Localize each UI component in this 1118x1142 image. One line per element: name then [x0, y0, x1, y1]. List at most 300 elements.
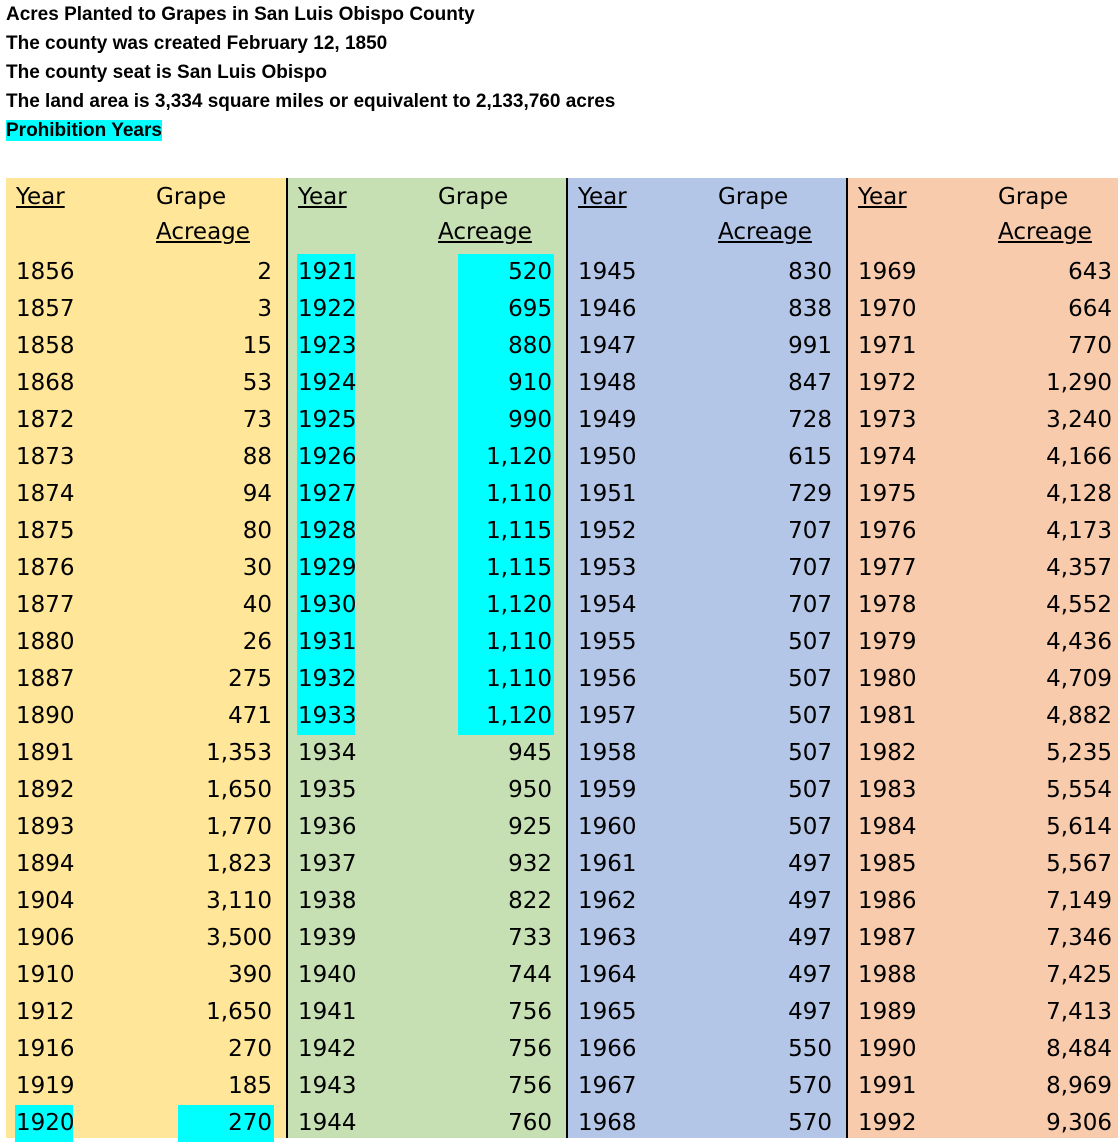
- year-cell: [6, 809, 146, 846]
- acreage-value: 390: [228, 962, 272, 988]
- year-cell: [848, 1105, 988, 1142]
- year-column-header: [6, 178, 146, 254]
- acreage-value: 7,149: [1046, 888, 1112, 914]
- acreage-value: 73: [242, 407, 272, 433]
- year-cell: [568, 920, 708, 957]
- acreage-header-line2: Acreage: [438, 219, 532, 245]
- year-cell: [848, 439, 988, 476]
- year-value: 1856: [16, 259, 75, 285]
- acreage-cell: [146, 439, 286, 476]
- acreage-value: 756: [508, 999, 552, 1025]
- year-value: 1969: [858, 259, 917, 285]
- year-cell: [288, 365, 428, 402]
- table-row: [288, 402, 566, 439]
- year-cell: [288, 809, 428, 846]
- acreage-value: 26: [242, 629, 272, 655]
- acreage-value: 822: [508, 888, 552, 914]
- year-value: 1959: [578, 777, 637, 803]
- acreage-cell: [708, 439, 846, 476]
- acreage-value: 1,115: [458, 513, 554, 550]
- acreage-header-line2: Acreage: [156, 219, 250, 245]
- acreage-value: 507: [788, 703, 832, 729]
- year-cell: [288, 439, 428, 476]
- county-created-line: The county was created February 12, 1850: [6, 33, 388, 54]
- table-row: [288, 513, 566, 550]
- table-row: [6, 735, 286, 772]
- year-value: 1953: [578, 555, 637, 581]
- acreage-column-header: [146, 178, 286, 254]
- acreage-cell: [708, 772, 846, 809]
- table-row: [568, 291, 846, 328]
- acreage-value: 4,173: [1046, 518, 1112, 544]
- table-row: [568, 735, 846, 772]
- acreage-value: 664: [1068, 296, 1112, 322]
- acreage-cell: [146, 291, 286, 328]
- acreage-cell: [428, 1031, 566, 1068]
- acreage-value: 8,484: [1046, 1036, 1112, 1062]
- table-row: [568, 439, 846, 476]
- acreage-cell: [708, 328, 846, 365]
- year-cell: [848, 513, 988, 550]
- acreage-value: 1,120: [458, 587, 554, 624]
- acreage-value: 615: [788, 444, 832, 470]
- acreage-value: 1,650: [206, 999, 272, 1025]
- acreage-value: 8,969: [1046, 1073, 1112, 1099]
- year-cell: [848, 1031, 988, 1068]
- year-cell: [6, 957, 146, 994]
- year-value: 1929: [297, 550, 355, 587]
- acreage-value: 1,120: [458, 698, 554, 735]
- table-row: [288, 1105, 566, 1142]
- acreage-cell: [146, 661, 286, 698]
- table-row: [568, 698, 846, 735]
- year-value: 1992: [858, 1110, 917, 1136]
- acreage-cell: [708, 291, 846, 328]
- year-cell: [6, 365, 146, 402]
- year-value: 1930: [297, 587, 355, 624]
- acreage-value: 1,650: [206, 777, 272, 803]
- year-value: 1938: [298, 888, 357, 914]
- acreage-cell: [708, 624, 846, 661]
- table-row: [288, 550, 566, 587]
- acreage-value: 1,110: [458, 624, 554, 661]
- acreage-value: 695: [458, 291, 554, 328]
- table-row: [848, 735, 1118, 772]
- acreage-value: 497: [788, 999, 832, 1025]
- table-row: [568, 513, 846, 550]
- acreage-cell: [988, 402, 1118, 439]
- acreage-cell: [708, 883, 846, 920]
- year-value: 1942: [298, 1036, 357, 1062]
- year-cell: [568, 402, 708, 439]
- year-cell: [568, 587, 708, 624]
- acreage-cell: [708, 365, 846, 402]
- year-header-label: Year: [578, 184, 627, 210]
- year-value: 1948: [578, 370, 637, 396]
- prohibition-legend-label: Prohibition Years: [6, 120, 162, 141]
- year-header-label: Year: [858, 184, 907, 210]
- acreage-value: 7,425: [1046, 962, 1112, 988]
- acreage-value: 275: [228, 666, 272, 692]
- year-cell: [848, 1068, 988, 1105]
- year-cell: [6, 883, 146, 920]
- table-row: [568, 661, 846, 698]
- table-row: [568, 809, 846, 846]
- acreage-cell: [428, 772, 566, 809]
- table-row: [848, 846, 1118, 883]
- table-row: [288, 328, 566, 365]
- acreage-cell: [146, 1031, 286, 1068]
- acreage-cell: [428, 957, 566, 994]
- year-value: 1968: [578, 1110, 637, 1136]
- table-row: [288, 254, 566, 291]
- acreage-cell: [988, 365, 1118, 402]
- acreage-table: [6, 178, 1118, 1138]
- table-row: [6, 328, 286, 365]
- acreage-cell: [428, 1068, 566, 1105]
- year-cell: [848, 402, 988, 439]
- year-cell: [288, 328, 428, 365]
- table-row: [6, 550, 286, 587]
- year-value: 1928: [297, 513, 355, 550]
- year-cell: [848, 550, 988, 587]
- year-column-header: [848, 178, 988, 254]
- acreage-cell: [146, 1105, 286, 1142]
- year-value: 1984: [858, 814, 917, 840]
- year-cell: [848, 365, 988, 402]
- year-value: 1926: [297, 439, 355, 476]
- table-row: [6, 365, 286, 402]
- table-row: [568, 1068, 846, 1105]
- year-value: 1970: [858, 296, 917, 322]
- acreage-header-line1: Grape: [718, 184, 789, 210]
- acreage-value: 4,166: [1046, 444, 1112, 470]
- year-cell: [568, 846, 708, 883]
- year-cell: [6, 254, 146, 291]
- acreage-value: 1,290: [1046, 370, 1112, 396]
- acreage-cell: [988, 698, 1118, 735]
- acreage-cell: [146, 883, 286, 920]
- year-cell: [6, 1031, 146, 1068]
- year-cell: [288, 402, 428, 439]
- table-row: [288, 698, 566, 735]
- year-cell: [568, 513, 708, 550]
- acreage-value: 80: [242, 518, 272, 544]
- year-value: 1904: [16, 888, 75, 914]
- year-cell: [848, 846, 988, 883]
- table-row: [848, 1105, 1118, 1142]
- acreage-cell: [146, 735, 286, 772]
- acreage-value: 30: [242, 555, 272, 581]
- table-row: [288, 291, 566, 328]
- acreage-cell: [708, 846, 846, 883]
- acreage-cell: [146, 254, 286, 291]
- year-value: 1876: [16, 555, 75, 581]
- table-row: [568, 1031, 846, 1068]
- acreage-value: 5,554: [1046, 777, 1112, 803]
- acreage-column-header: [988, 178, 1118, 254]
- land-area-line: The land area is 3,334 square miles or equivalent to 2,133,760 acres: [6, 91, 616, 112]
- year-value: 1923: [297, 328, 355, 365]
- acreage-value: 830: [788, 259, 832, 285]
- table-row: [288, 846, 566, 883]
- acreage-value: 990: [458, 402, 554, 439]
- table-row: [6, 1105, 286, 1142]
- acreage-value: 471: [228, 703, 272, 729]
- year-cell: [288, 550, 428, 587]
- acreage-value: 15: [242, 333, 272, 359]
- acreage-value: 1,115: [458, 550, 554, 587]
- acreage-cell: [146, 1068, 286, 1105]
- year-cell: [568, 735, 708, 772]
- year-cell: [288, 994, 428, 1031]
- year-cell: [6, 1105, 146, 1142]
- year-value: 1991: [858, 1073, 917, 1099]
- year-cell: [288, 957, 428, 994]
- table-row: [848, 1068, 1118, 1105]
- acreage-cell: [428, 994, 566, 1031]
- year-value: 1872: [16, 407, 75, 433]
- year-value: 1965: [578, 999, 637, 1025]
- table-row: [848, 439, 1118, 476]
- year-value: 1937: [298, 851, 357, 877]
- year-value: 1925: [297, 402, 355, 439]
- year-cell: [568, 328, 708, 365]
- acreage-value: 570: [788, 1110, 832, 1136]
- acreage-value: 570: [788, 1073, 832, 1099]
- acreage-value: 4,552: [1046, 592, 1112, 618]
- acreage-cell: [428, 291, 566, 328]
- table-row: [848, 698, 1118, 735]
- acreage-value: 838: [788, 296, 832, 322]
- table-row: [848, 920, 1118, 957]
- year-cell: [288, 661, 428, 698]
- acreage-value: 3,240: [1046, 407, 1112, 433]
- year-value: 1934: [298, 740, 357, 766]
- year-value: 1920: [15, 1105, 73, 1142]
- acreage-cell: [708, 1105, 846, 1142]
- year-cell: [6, 624, 146, 661]
- acreage-value: 5,614: [1046, 814, 1112, 840]
- year-cell: [288, 772, 428, 809]
- acreage-cell: [708, 1031, 846, 1068]
- table-row: [568, 476, 846, 513]
- year-value: 1978: [858, 592, 917, 618]
- year-value: 1960: [578, 814, 637, 840]
- year-value: 1932: [297, 661, 355, 698]
- table-row: [568, 402, 846, 439]
- acreage-cell: [146, 809, 286, 846]
- document-title: Acres Planted to Grapes in San Luis Obispo County: [6, 4, 475, 25]
- acreage-cell: [988, 513, 1118, 550]
- acreage-value: 497: [788, 851, 832, 877]
- table-row: [288, 1068, 566, 1105]
- year-value: 1891: [16, 740, 75, 766]
- year-value: 1988: [858, 962, 917, 988]
- year-value: 1956: [578, 666, 637, 692]
- acreage-cell: [708, 1068, 846, 1105]
- year-cell: [568, 550, 708, 587]
- year-value: 1873: [16, 444, 75, 470]
- year-cell: [288, 1031, 428, 1068]
- acreage-column-header: [708, 178, 846, 254]
- year-cell: [6, 698, 146, 735]
- year-cell: [288, 735, 428, 772]
- year-value: 1977: [858, 555, 917, 581]
- year-value: 1875: [16, 518, 75, 544]
- table-row: [568, 587, 846, 624]
- year-value: 1975: [858, 481, 917, 507]
- table-row: [288, 624, 566, 661]
- acreage-cell: [988, 328, 1118, 365]
- acreage-value: 88: [242, 444, 272, 470]
- acreage-cell: [708, 920, 846, 957]
- year-value: 1954: [578, 592, 637, 618]
- acreage-cell: [708, 661, 846, 698]
- table-row: [568, 883, 846, 920]
- year-value: 1950: [578, 444, 637, 470]
- acreage-value: 497: [788, 962, 832, 988]
- year-value: 1890: [16, 703, 75, 729]
- acreage-cell: [146, 587, 286, 624]
- acreage-cell: [146, 698, 286, 735]
- table-row: [6, 846, 286, 883]
- table-row: [568, 957, 846, 994]
- acreage-value: 2: [257, 259, 272, 285]
- acreage-value: 643: [1068, 259, 1112, 285]
- acreage-value: 507: [788, 666, 832, 692]
- year-value: 1973: [858, 407, 917, 433]
- table-row: [6, 920, 286, 957]
- acreage-value: 53: [242, 370, 272, 396]
- acreage-cell: [146, 328, 286, 365]
- table-row: [288, 735, 566, 772]
- year-value: 1951: [578, 481, 637, 507]
- year-value: 1946: [578, 296, 637, 322]
- acreage-value: 880: [458, 328, 554, 365]
- table-row: [6, 698, 286, 735]
- year-cell: [568, 439, 708, 476]
- acreage-cell: [988, 846, 1118, 883]
- table-row: [288, 587, 566, 624]
- year-value: 1931: [297, 624, 355, 661]
- table-row: [288, 883, 566, 920]
- year-value: 1944: [298, 1110, 357, 1136]
- year-cell: [568, 698, 708, 735]
- year-cell: [6, 772, 146, 809]
- year-cell: [6, 735, 146, 772]
- acreage-value: 3: [257, 296, 272, 322]
- acreage-cell: [428, 735, 566, 772]
- acreage-value: 270: [228, 1036, 272, 1062]
- acreage-cell: [146, 846, 286, 883]
- table-row: [848, 994, 1118, 1031]
- year-cell: [6, 402, 146, 439]
- table-row: [6, 624, 286, 661]
- acreage-value: 520: [458, 254, 554, 291]
- acreage-cell: [988, 291, 1118, 328]
- table-row: [848, 365, 1118, 402]
- year-value: 1936: [298, 814, 357, 840]
- table-row: [288, 1031, 566, 1068]
- acreage-cell: [146, 920, 286, 957]
- table-row: [6, 476, 286, 513]
- year-value: 1976: [858, 518, 917, 544]
- acreage-value: 1,770: [206, 814, 272, 840]
- acreage-cell: [428, 365, 566, 402]
- year-cell: [288, 1068, 428, 1105]
- year-cell: [6, 920, 146, 957]
- acreage-cell: [428, 587, 566, 624]
- year-value: 1868: [16, 370, 75, 396]
- acreage-cell: [988, 1068, 1118, 1105]
- acreage-cell: [146, 957, 286, 994]
- year-value: 1941: [298, 999, 357, 1025]
- year-cell: [288, 587, 428, 624]
- acreage-cell: [428, 1105, 566, 1142]
- year-value: 1966: [578, 1036, 637, 1062]
- column-header-row: [568, 178, 846, 254]
- acreage-value: 756: [508, 1073, 552, 1099]
- table-row: [6, 254, 286, 291]
- year-value: 1927: [297, 476, 355, 513]
- acreage-cell: [988, 550, 1118, 587]
- year-cell: [288, 1105, 428, 1142]
- year-cell: [848, 809, 988, 846]
- year-value: 1887: [16, 666, 75, 692]
- table-row: [6, 994, 286, 1031]
- table-row: [568, 550, 846, 587]
- acreage-value: 910: [458, 365, 554, 402]
- acreage-cell: [428, 624, 566, 661]
- year-cell: [6, 291, 146, 328]
- table-row: [848, 513, 1118, 550]
- table-row: [6, 439, 286, 476]
- acreage-cell: [428, 698, 566, 735]
- year-cell: [848, 476, 988, 513]
- table-row: [288, 809, 566, 846]
- year-value: 1967: [578, 1073, 637, 1099]
- year-cell: [288, 883, 428, 920]
- acreage-cell: [988, 439, 1118, 476]
- table-row: [6, 883, 286, 920]
- year-value: 1906: [16, 925, 75, 951]
- table-row: [568, 328, 846, 365]
- year-value: 1985: [858, 851, 917, 877]
- table-row: [848, 291, 1118, 328]
- year-cell: [848, 328, 988, 365]
- acreage-value: 5,235: [1046, 740, 1112, 766]
- year-cell: [568, 1068, 708, 1105]
- year-value: 1924: [297, 365, 355, 402]
- year-value: 1921: [297, 254, 355, 291]
- acreage-cell: [708, 587, 846, 624]
- acreage-value: 728: [788, 407, 832, 433]
- year-value: 1947: [578, 333, 637, 359]
- acreage-value: 7,413: [1046, 999, 1112, 1025]
- year-value: 1892: [16, 777, 75, 803]
- acreage-cell: [988, 883, 1118, 920]
- acreage-cell: [708, 550, 846, 587]
- year-value: 1958: [578, 740, 637, 766]
- year-cell: [6, 476, 146, 513]
- year-cell: [568, 772, 708, 809]
- year-cell: [848, 698, 988, 735]
- table-row: [288, 957, 566, 994]
- acreage-cell: [428, 920, 566, 957]
- acreage-column-header: [428, 178, 566, 254]
- year-value: 1910: [16, 962, 75, 988]
